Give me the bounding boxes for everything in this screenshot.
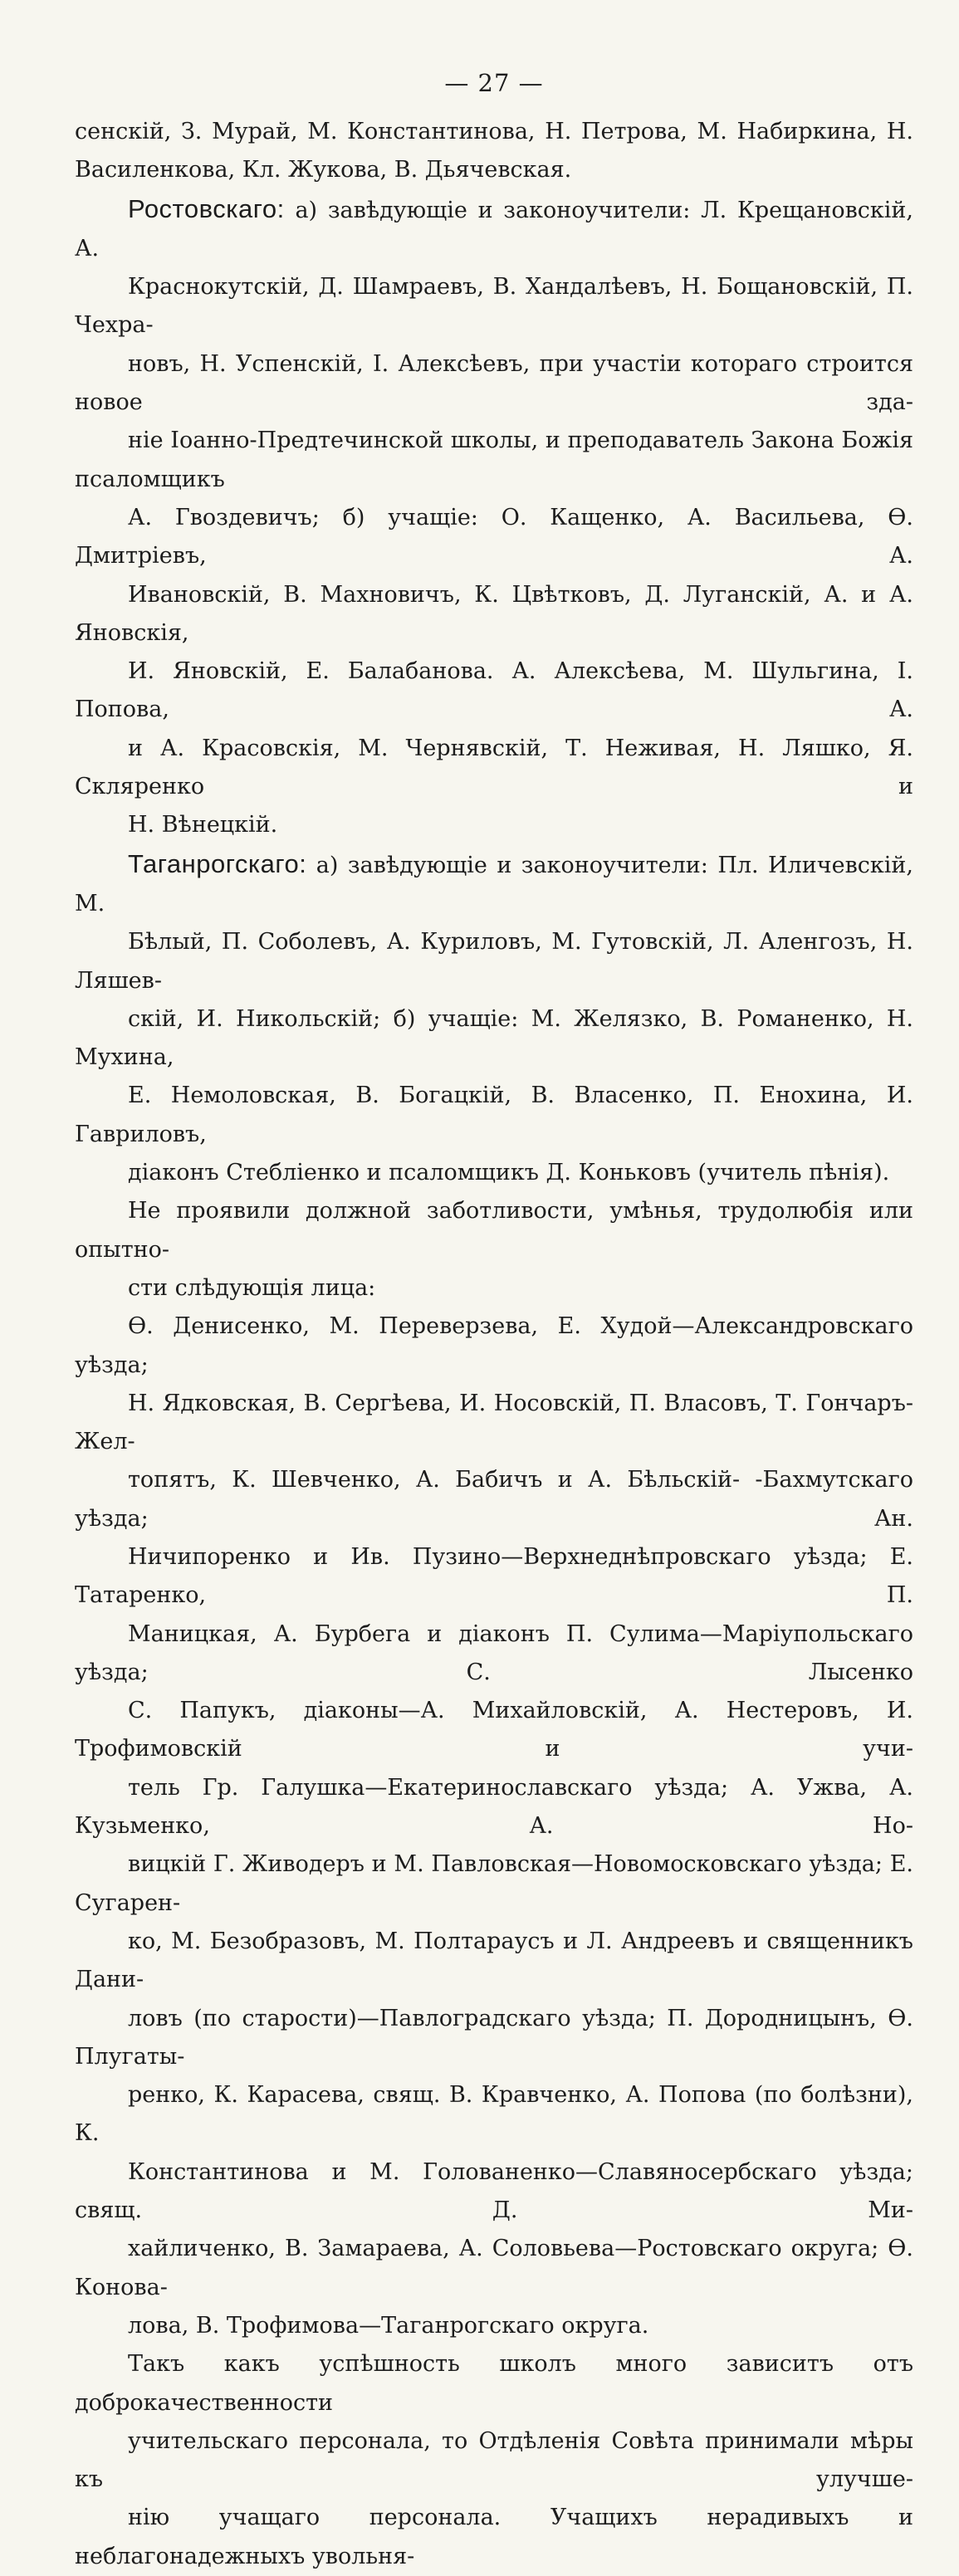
line-text: Ивановскій, В. Махновичъ, К. Цвѣтковъ, Д. Луганскій, А. и А. Яновскія,	[75, 581, 913, 646]
region-heading: Таганрогскаго:	[128, 848, 307, 878]
paragraph-p4	[75, 1192, 913, 1308]
text-line	[75, 1154, 913, 1192]
line-text: ніе Іоанно-Предтечинской школы, и преподаватель Закона Божія псаломщикъ	[75, 428, 913, 492]
line-text: Краснокутскій, Д. Шамраевъ, В. Хандалѣевъ, Н. Бощановскій, П. Чехра-	[75, 274, 913, 339]
text-line	[75, 653, 913, 730]
line-text: ловъ (по старости)—Павлоградскаго уѣзда; П. Дородницынъ, Ѳ. Плугаты-	[75, 2005, 913, 2070]
paragraph-p1	[75, 113, 913, 190]
text-line	[75, 2345, 913, 2422]
text-line	[75, 2076, 913, 2153]
text-line	[75, 499, 913, 576]
text-line	[75, 1538, 913, 1615]
text-line	[75, 1385, 913, 1462]
line-text: Такъ какъ успѣшность школъ много зависитъ отъ доброкачественности	[75, 2351, 913, 2416]
text-line	[75, 576, 913, 653]
line-text: лова, В. Трофимова—Таганрогскаго округа.	[128, 2312, 649, 2339]
paragraph-p3	[75, 845, 913, 1193]
line-text: Н. Вѣнецкій.	[128, 812, 278, 838]
line-text: Бѣлый, П. Соболевъ, А. Куриловъ, М. Гутовскій, Л. Аленгозъ, Н. Ляшев-	[75, 929, 913, 994]
line-text: Василенкова, Кл. Жукова, В. Дьячевская.	[75, 157, 572, 183]
line-text: Константинова и М. Голованенко—Славяносербскаго уѣзда; свящ. Д. Ми-	[75, 2158, 913, 2224]
text-line	[75, 730, 913, 807]
text-line	[75, 1000, 913, 1078]
text-line	[75, 1615, 913, 1693]
text-line	[75, 2000, 913, 2077]
line-text: ренко, К. Карасева, свящ. В. Кравченко, А. Попова (по болѣзни), К.	[75, 2082, 913, 2147]
line-text: нію учащаго персонала. Учащихъ нерадивыхъ и неблагонадежныхъ увольня-	[75, 2505, 913, 2569]
text-line	[75, 2153, 913, 2231]
text-line	[75, 1269, 913, 1308]
line-text: учительскаго персонала, то Отдѣленія Совѣта принимали мѣры къ улучше-	[75, 2427, 913, 2493]
text-line	[75, 845, 913, 924]
text-line	[75, 1923, 913, 2000]
text-line	[75, 1692, 913, 1769]
text-line	[75, 806, 913, 844]
line-text: новъ, Н. Успенскій, І. Алексѣевъ, при участіи котораго строится новое зда-	[75, 350, 913, 416]
text-line	[75, 2230, 913, 2307]
line-text: тель Гр. Галушка—Екатеринославскаго уѣзда; А. Ужва, А. Кузьменко, А. Но-	[75, 1774, 913, 1840]
paragraph-p5	[75, 1308, 913, 2345]
line-text: И. Яновскій, Е. Балабанова. А. Алексѣева, М. Шульгина, І. Попова, А.	[75, 658, 913, 723]
paragraph-p2	[75, 190, 913, 845]
text-line	[75, 422, 913, 499]
page-number: — 27 —	[444, 69, 544, 97]
line-text: Н. Ядковская, В. Сергѣева, И. Носовскій, П. Власовъ, Т. Гончаръ-Жел-	[75, 1390, 913, 1455]
line-text: топятъ, К. Шевченко, А. Бабичъ и А. Бѣльскій- -Бахмутскаго уѣзда; Ан.	[75, 1467, 913, 1532]
line-text: сенскій, З. Мурай, М. Константинова, Н. Петрова, М. Набиркина, Н.	[75, 119, 913, 144]
text-line	[75, 923, 913, 1000]
text-line	[75, 190, 913, 269]
text-line	[75, 1845, 913, 1923]
region-heading: Ростовскаго:	[128, 193, 285, 223]
body-text	[75, 113, 913, 2576]
line-text: сти слѣдующія лица:	[128, 1274, 376, 1301]
text-line	[75, 151, 913, 189]
text-line	[75, 1192, 913, 1269]
line-text: Не проявили должной заботливости, умѣнья, трудолюбія или опытно-	[75, 1198, 913, 1263]
text-line	[75, 2307, 913, 2345]
text-line	[75, 1308, 913, 1385]
text-line	[75, 1077, 913, 1154]
line-text: діаконъ Стебліенко и псаломщикъ Д. Коньковъ (учитель пѣнія).	[128, 1160, 890, 1186]
text-line	[75, 268, 913, 345]
line-text: вицкій Г. Живодеръ и М. Павловская—Новомосковскаго уѣзда; Е. Сугарен-	[75, 1851, 913, 1916]
line-text: и А. Красовскія, М. Чернявскій, Т. Неживая, Н. Ляшко, Я. Скляренко и	[75, 735, 913, 800]
line-text: Маницкая, А. Бурбега и діаконъ П. Сулима—Маріупольскаго уѣзда; С. Лысенко	[75, 1620, 913, 1685]
line-text: Е. Немоловская, В. Богацкій, В. Власенко, П. Енохина, И. Гавриловъ,	[75, 1083, 913, 1147]
text-line	[75, 1769, 913, 1846]
line-text: Ничипоренко и Ив. Пузино—Верхнеднѣпровскаго уѣзда; Е. Татаренко, П.	[75, 1543, 913, 1609]
line-text: ко, М. Безобразовъ, М. Полтараусъ и Л. Андреевъ и священникъ Дани-	[75, 1928, 913, 1993]
text-line	[75, 1461, 913, 1538]
line-text: хайличенко, В. Замараева, А. Соловьева—Ростовскаго округа; Ѳ. Конова-	[75, 2236, 913, 2300]
line-text: А. Гвоздевичъ; б) учащіе: О. Кащенко, А. Васильева, Ѳ. Дмитріевъ, А.	[75, 504, 913, 569]
line-text: Ѳ. Денисенко, М. Переверзева, Е. Худой—Александровскаго уѣзда;	[75, 1313, 913, 1378]
line-text: скій, И. Никольскій; б) учащіе: М. Желязко, В. Романенко, Н. Мухина,	[75, 1005, 913, 1071]
text-line	[75, 2499, 913, 2576]
paragraph-p6	[75, 2345, 913, 2576]
text-line	[75, 113, 913, 151]
text-line	[75, 345, 913, 423]
line-text: С. Папукъ, діаконы—А. Михайловскій, А. Нестеровъ, И. Трофимовскій и учи-	[75, 1698, 913, 1762]
text-line	[75, 2422, 913, 2500]
line-text: а) завѣдующіе и законоучители: Пл. Иличевскій, М.	[75, 852, 913, 917]
line-text: а) завѣдующіе и законоучители: Л. Крещановскій, А.	[75, 197, 913, 262]
